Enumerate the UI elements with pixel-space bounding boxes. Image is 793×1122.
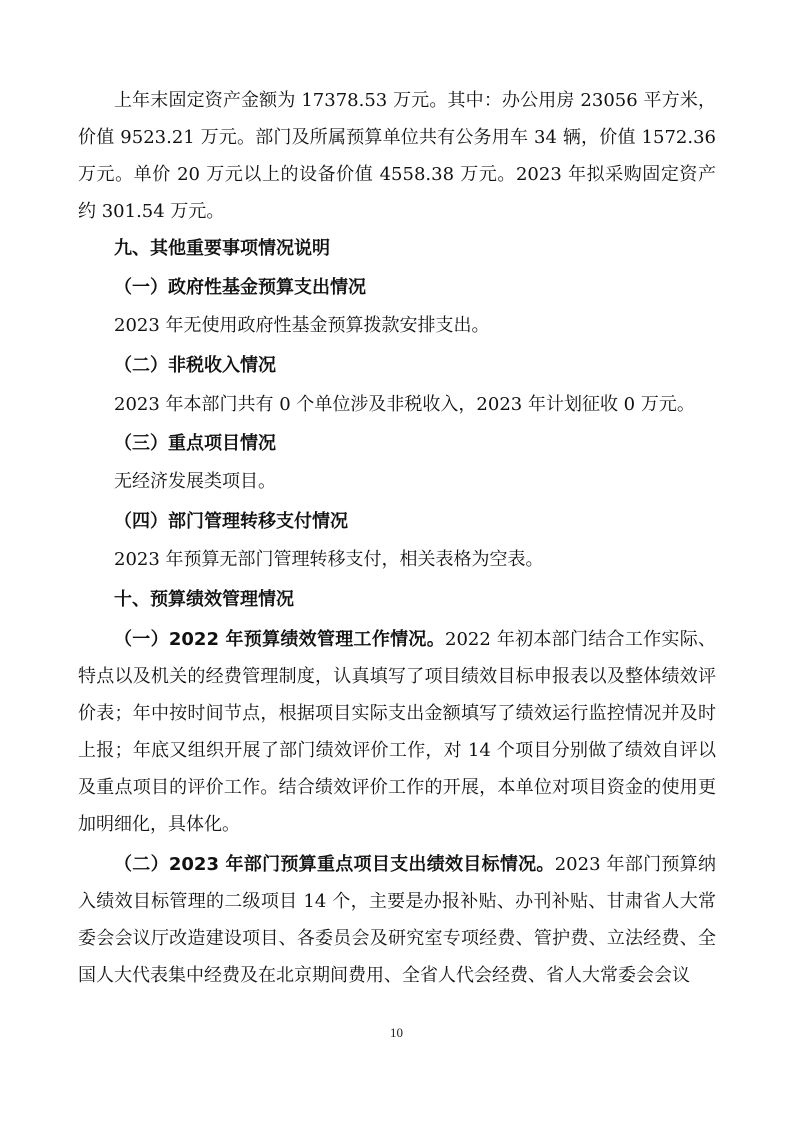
paragraph-10-1 bbox=[78, 621, 716, 843]
paragraph-10-2 bbox=[78, 846, 716, 994]
heading-9-4: （四）部门管理转移支付情况 bbox=[114, 511, 348, 532]
heading-9-1: （一）政府性基金预算支出情况 bbox=[114, 277, 366, 298]
body-10-1: 2022 年初本部门结合工作实际、特点以及机关的经费管理制度，认真填写了项目绩效目标申报表以及整体绩效评价表；年中按时间节点，根据项目实际支出金额填写了绩效运行监控情况并及时上报；年底又组织开展了部门绩效评价工作，对 14 个项目分别做了绩效自评以及重点项目的评价工作。结合绩效评价工作的开展，本单位对项目资金的使用更加明细化，具体化。 bbox=[78, 629, 716, 835]
page-number: 10 bbox=[390, 1025, 403, 1040]
paragraph-fixed-assets: 上年末固定资产金额为 17378.53 万元。其中：办公用房 23056 平方米，价值 9523.21 万元。部门及所属预算单位共有公务用车 34 辆，价值 1572.36 万元。单价 20 万元以上的设备价值 4558.38 万元。2023 年拟采购固定资产约 301.54 万元。 bbox=[78, 90, 716, 222]
lead-10-1: （一）2022 年预算绩效管理工作情况。 bbox=[114, 629, 445, 650]
heading-9-2: （二）非税收入情况 bbox=[114, 355, 276, 376]
body-10-2: 2023 年部门预算纳入绩效目标管理的二级项目 14 个，主要是办报补贴、办刊补贴、甘肃省人大常委会会议厅改造建设项目、各委员会及研究室专项经费、管护费、立法经费、全国人大代表集中经费及在北京期间费用、全省人代会经费、省人大常委会会议 bbox=[78, 854, 716, 986]
heading-section-9: 九、其他重要事项情况说明 bbox=[114, 238, 330, 259]
text-9-2: 2023 年本部门共有 0 个单位涉及非税收入，2023 年计划征收 0 万元。 bbox=[114, 394, 695, 415]
lead-10-2: （二）2023 年部门预算重点项目支出绩效目标情况。 bbox=[114, 854, 555, 875]
heading-9-3: （三）重点项目情况 bbox=[114, 433, 276, 454]
heading-section-10: 十、预算绩效管理情况 bbox=[114, 589, 294, 610]
text-9-4: 2023 年预算无部门管理转移支付，相关表格为空表。 bbox=[114, 549, 544, 570]
text-9-1: 2023 年无使用政府性基金预算拨款安排支出。 bbox=[114, 315, 490, 336]
text-9-3: 无经济发展类项目。 bbox=[114, 471, 276, 492]
